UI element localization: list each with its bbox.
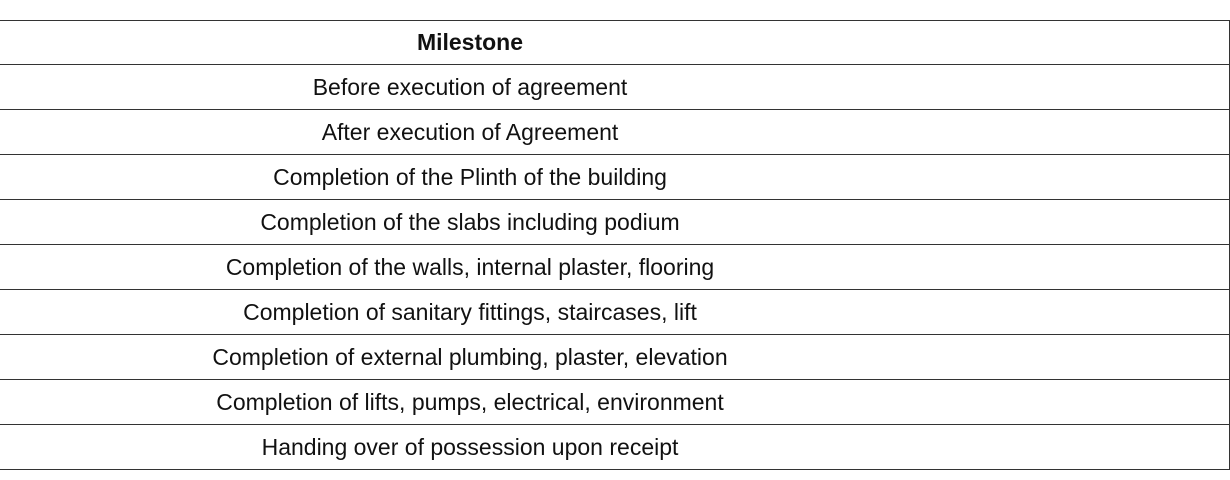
table-row <box>0 335 1230 380</box>
milestone-cell: Completion of lifts, pumps, electrical, environment <box>0 380 1230 425</box>
table-header-row <box>0 21 1230 65</box>
milestone-cell: Completion of the walls, internal plaster, flooring <box>0 245 1230 290</box>
table-row <box>0 245 1230 290</box>
table-row <box>0 380 1230 425</box>
milestone-cell: Completion of external plumbing, plaster, elevation <box>0 335 1230 380</box>
milestone-column-header: Milestone <box>0 21 1230 65</box>
table-row <box>0 290 1230 335</box>
milestone-cell: After execution of Agreement <box>0 110 1230 155</box>
table-row <box>0 425 1230 470</box>
table-row <box>0 155 1230 200</box>
milestone-cell: Completion of the Plinth of the building <box>0 155 1230 200</box>
table-row <box>0 200 1230 245</box>
table-row <box>0 110 1230 155</box>
milestone-table <box>0 20 1230 470</box>
milestone-cell: Before execution of agreement <box>0 65 1230 110</box>
milestone-cell: Completion of the slabs including podium <box>0 200 1230 245</box>
table-row <box>0 65 1230 110</box>
milestone-cell: Completion of sanitary fittings, staircases, lift <box>0 290 1230 335</box>
milestone-cell: Handing over of possession upon receipt <box>0 425 1230 470</box>
